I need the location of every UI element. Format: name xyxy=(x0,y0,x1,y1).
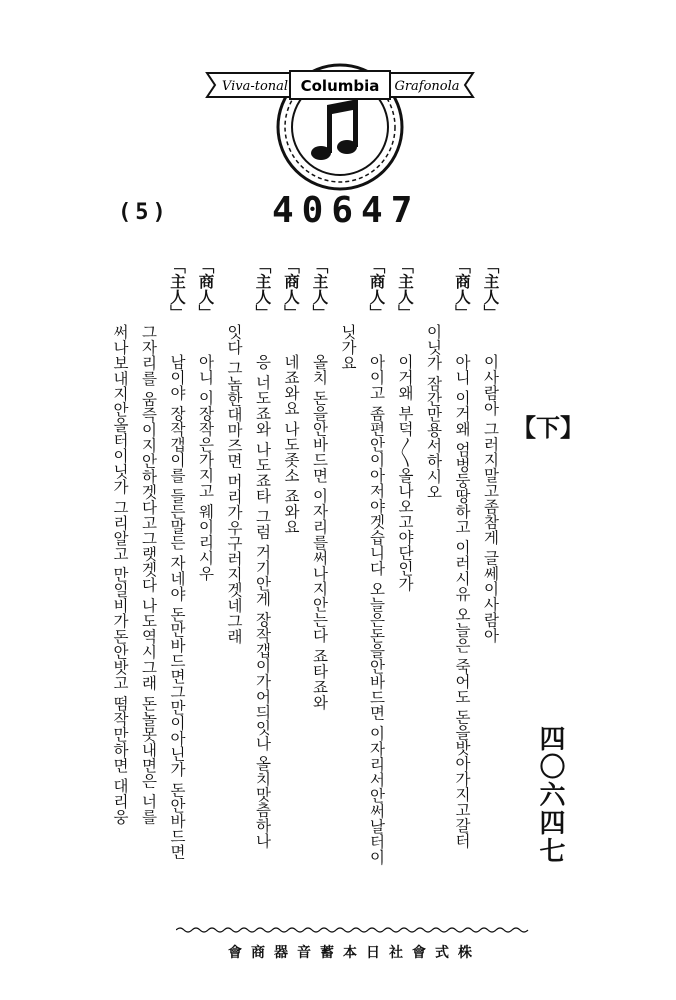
record-number-kanji: 四〇六四七 xyxy=(535,725,565,865)
dialogue-text: 이닛가 잠간만용서하시오 xyxy=(424,324,443,500)
columbia-logo xyxy=(205,55,475,195)
music-note-icon xyxy=(311,99,358,160)
speaker-label: 「商人」 xyxy=(196,258,216,320)
record-number: 40647 xyxy=(272,190,421,231)
publisher-footer: 會商器音蓄本日社會式株 xyxy=(228,945,481,961)
dialogue-line xyxy=(368,258,385,865)
dialogue-text: 올치 돈을안바드면 이자리를써나지안는다 죠타죠와 xyxy=(310,354,329,710)
dialogue-text: 이거왜 부덕〳〵올나오고야단인가 xyxy=(396,354,414,592)
speaker-label: 「商人」 xyxy=(367,258,387,320)
speaker-label: 「商人」 xyxy=(282,258,301,320)
dialogue-line xyxy=(140,258,157,824)
dialogue-line xyxy=(254,258,271,849)
speaker-label: 「主人」 xyxy=(253,258,273,320)
dialogue-text: 남이야 장작갭이를 들든말든 자네야 돈만바드면그만이아닌가 돈안바드면 xyxy=(168,354,186,860)
dialogue-text: 아이고 좀편안이아저야겟습니다 오늘은돈을안바드면 이자리서안써날터이 xyxy=(367,354,386,865)
speaker-label: 「主人」 xyxy=(310,258,330,320)
dialogue-line xyxy=(197,258,214,581)
wavy-divider xyxy=(176,926,530,934)
dialogue-text: 네죠와요 나도좃소 죠와요 xyxy=(282,354,300,535)
logo-center-text: Columbia xyxy=(300,77,380,95)
speaker-label: 「商人」 xyxy=(453,258,472,320)
dialogue-line xyxy=(340,258,357,371)
dialogue-text: 닛가요 xyxy=(339,324,357,371)
dialogue-line xyxy=(169,258,186,859)
dialogue-line xyxy=(482,258,499,643)
dialogue-text: 그자리를 움즉이지안하겟다고그랫겟다 나도역시그래 돈놀못내면은 너를 xyxy=(139,324,158,825)
dialogue-text: 잇다 그놈한대마즈면 머리가우구러지겟네그래 xyxy=(225,324,243,644)
dialogue-line xyxy=(425,258,442,499)
dialogue-line xyxy=(283,258,300,534)
dialogue-line xyxy=(454,258,471,849)
speaker-label: 「主人」 xyxy=(168,258,187,320)
dialogue-text: 이사람아 그러지말고좀참게 글쎄이사람아 xyxy=(481,354,500,643)
dialogue-text: 써나보내지안올터이닛가 그리알고 만일비가돈안밧고 떰작만하면 대리웅 xyxy=(111,324,129,825)
logo-right-text: Grafonola xyxy=(394,79,460,94)
logo-left-text: Viva-tonal xyxy=(221,79,289,94)
dialogue-line xyxy=(112,258,129,824)
dialogue-text: 응 너도죠와 나도죠타 그럼 거기안게 장작갭이가어듸잇나 올치맛츰하나 xyxy=(253,354,272,849)
dialogue-line xyxy=(311,258,328,710)
side-number: (5) xyxy=(118,200,170,225)
speaker-label: 「主人」 xyxy=(481,258,501,320)
part-mark: 【下】 xyxy=(512,413,584,442)
dialogue-line xyxy=(226,258,243,644)
dialogue-text: 아니 이거왜 엄벙둥땅하고 이러시유 오늘은 죽어도 돈을밧아가지고갈터 xyxy=(453,354,471,849)
dialogue-text: 아니 이장작은가지고 웨이리시우 xyxy=(196,354,215,581)
dialogue-line xyxy=(397,258,414,591)
speaker-label: 「主人」 xyxy=(396,258,415,320)
